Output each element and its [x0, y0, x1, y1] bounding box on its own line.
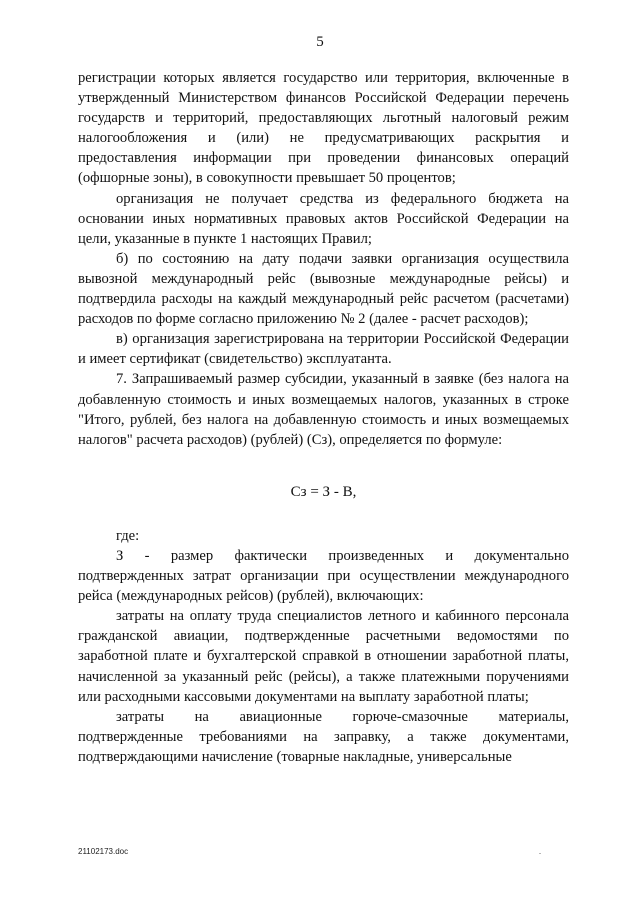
definition-fuel-costs: затраты на авиационные горюче-смазочные материалы, подтвержденные требованиями на заправку, а также документами, подтверждающими начисление (товарные накладные, универсальные: [78, 708, 569, 765]
paragraph-clause-7: 7. Запрашиваемый размер субсидии, указанный в заявке (без налога на добавленную стоимость и иных возмещаемых налогов, указанных в строке "Итого, рублей, без налога на добавленную стоимость и иных возмещаемых налогов" расчета расходов) (рублей) (Сз), определяется по формуле:: [78, 371, 569, 448]
page-number: 5: [316, 34, 324, 50]
paragraph-item-b: б) по состоянию на дату подачи заявки организация осуществила вывозной международный рейс (вывозные международные рейсы) и подтвердила расходы на каждый международный рейс расчетом (расчетами) расходов по форме согласно приложению № 2 (далее - расчет расходов);: [78, 250, 569, 328]
document-body: [78, 68, 569, 767]
paragraph-offshore: регистрации которых является государство или территория, включенные в утвержденный Министерством финансов Российской Федерации перечень государств и территорий, предоставляющих льготный налоговый режим налогообложения и (или) не предусматривающих раскрытия и предоставления информации при проведении финансовых операций (офшорные зоны), в совокупности превышает 50 процентов;: [78, 70, 569, 187]
footer-mark: .: [539, 847, 541, 856]
paragraph-item-v: в) организация зарегистрирована на территории Российской Федерации и имеет сертификат (свидетельство) эксплуатанта.: [78, 331, 569, 368]
where-label: где:: [116, 527, 140, 544]
subsidy-formula: Сз = З - В,: [290, 483, 357, 500]
definition-z: З - размер фактически произведенных и документально подтвержденных затрат организации при осуществлении международного рейса (международных рейсов) (рублей), включающих:: [78, 547, 569, 605]
footer-filename: 21102173.doc: [78, 847, 129, 856]
definition-labor-costs: затраты на оплату труда специалистов летного и кабинного персонала гражданской авиации, подтвержденные расчетными ведомостями по заработной плате и бухгалтерской справкой в отношении заработной платы, начисленной за указанный рейс (рейсы), а также платежными поручениями или расходными кассовыми документами на выплату заработной платы;: [78, 608, 569, 705]
paragraph-no-federal-funds: организация не получает средства из федерального бюджета на основании иных нормативных правовых актов Российской Федерации на цели, указанные в пункте 1 настоящих Правил;: [78, 190, 569, 247]
